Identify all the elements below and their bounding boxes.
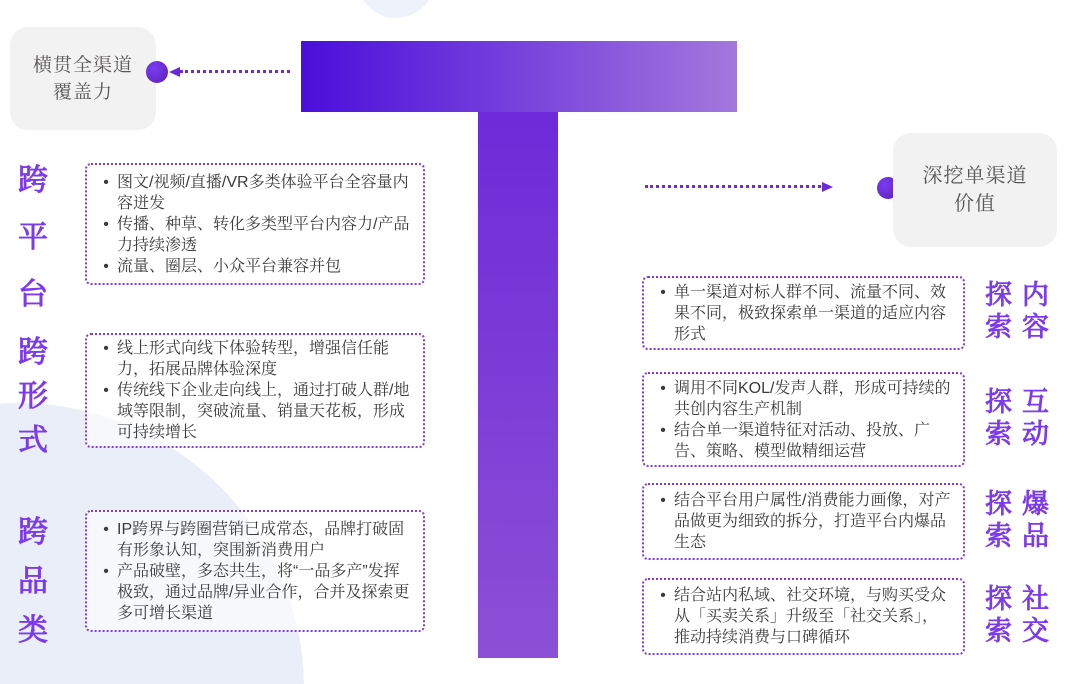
label-char: 爆: [1022, 489, 1049, 519]
bullet-item: [95, 338, 413, 380]
label-char: 索: [985, 312, 1012, 342]
left-callout-line2: 覆盖力: [52, 81, 113, 103]
bullet-item: [95, 214, 413, 256]
label-char: 式: [18, 424, 48, 457]
label-char: 索: [985, 419, 1012, 449]
bullet-text: 流量、圈层、小众平台兼容并包: [117, 257, 342, 275]
label-char: 类: [18, 614, 48, 647]
label-char: 探: [985, 489, 1012, 519]
left-box-cross-category: [85, 510, 425, 632]
left-section-label-cross-category: [16, 518, 50, 646]
label-char: 品: [18, 565, 48, 598]
label-char: 台: [18, 278, 48, 311]
bullet-item: [95, 380, 413, 443]
bullet-icon: [652, 585, 674, 606]
left-box-cross-format: [85, 333, 425, 448]
bullet-item: [652, 282, 953, 345]
bullet-icon: [95, 214, 117, 235]
left-section-label-cross-platform: [16, 166, 50, 310]
t-stem: [478, 112, 558, 658]
right-callout-box: [893, 133, 1057, 247]
label-char: 索: [985, 521, 1012, 551]
left-callout-box: [10, 27, 156, 130]
bullet-text: IP跨界与跨圈营销已成常态，品牌打破固有形象认知，突围新消费用户: [117, 520, 405, 559]
label-char: 平: [18, 221, 48, 254]
right-section-label-explore-content: [985, 281, 1049, 341]
right-callout-line1: 深挖单渠道: [922, 165, 1028, 187]
label-char: 跨: [18, 336, 48, 369]
bullet-text: 线上形式向线下体验转型，增强信任能力，拓展品牌体验深度: [117, 340, 390, 378]
left-arrowhead-icon: [169, 67, 180, 77]
bullet-item: [95, 172, 413, 214]
bullet-text: 图文/视频/直播/VR多类体验平台全容量内容迸发: [117, 173, 409, 212]
label-char: 探: [985, 387, 1012, 417]
bullet-item: [652, 420, 953, 462]
bullet-icon: [95, 256, 117, 277]
label-char: 互: [1022, 387, 1049, 417]
bullet-icon: [652, 420, 674, 441]
right-box-explore-content: [642, 276, 965, 350]
bullet-item: [95, 561, 413, 624]
left-connector-dot: [146, 61, 168, 83]
bullet-item: [652, 585, 953, 648]
right-box-explore-social: [642, 578, 965, 655]
label-char: 交: [1022, 616, 1049, 646]
label-char: 品: [1022, 521, 1049, 551]
label-char: 索: [985, 616, 1012, 646]
bullet-icon: [95, 519, 117, 540]
label-char: 社: [1022, 584, 1049, 614]
bullet-text: 调用不同KOL/发声人群，形成可持续的共创内容生产机制: [674, 379, 951, 418]
bullet-icon: [652, 378, 674, 399]
label-char: 跨: [18, 516, 48, 549]
right-arrowhead-icon: [822, 182, 833, 192]
bullet-item: [95, 519, 413, 561]
bullet-text: 传播、种草、转化多类型平台内容力/产品力持续渗透: [117, 215, 410, 254]
left-box-cross-platform: [85, 163, 425, 285]
label-char: 内: [1022, 280, 1049, 310]
bullet-text: 结合单一渠道特征对活动、投放、广告、策略、模型做精细运营: [674, 421, 931, 460]
bullet-item: [652, 490, 953, 553]
bullet-item: [95, 256, 413, 277]
bullet-icon: [652, 490, 674, 511]
left-section-label-cross-format: [16, 338, 50, 456]
right-callout-line2: 价值: [954, 193, 996, 215]
label-char: 形: [18, 380, 48, 413]
label-char: 容: [1022, 312, 1049, 342]
right-box-explore-interaction: [642, 372, 965, 467]
bullet-text: 产品破壁，多态共生，将“一品多产”发挥极致，通过品牌/异业合作，合并及探索更多可增长渠道: [117, 562, 410, 622]
right-section-label-explore-interaction: [985, 388, 1049, 448]
bullet-icon: [95, 561, 117, 582]
right-box-explore-hit-products: [642, 483, 965, 560]
bullet-text: 单一渠道对标人群不同、流量不同、效果不同，极致探索单一渠道的适应内容形式: [674, 283, 947, 343]
label-char: 探: [985, 280, 1012, 310]
label-char: 探: [985, 584, 1012, 614]
label-char: 动: [1022, 419, 1049, 449]
t-bar: [301, 41, 737, 112]
bullet-icon: [95, 380, 117, 401]
right-section-label-explore-hit-products: [985, 490, 1049, 550]
right-section-label-explore-social: [985, 585, 1049, 645]
bullet-item: [652, 378, 953, 420]
left-callout-line1: 横贯全渠道: [32, 54, 133, 76]
left-dotted-line: [180, 70, 290, 73]
label-char: 跨: [18, 164, 48, 197]
bullet-text: 结合站内私域、社交环境，与购买受众从「买卖关系」升级至「社交关系」，推动持续消费与口碑循环: [674, 587, 947, 646]
bullet-icon: [95, 338, 117, 359]
bullet-text: 结合平台用户属性/消费能力画像，对产品做更为细致的拆分，打造平台内爆品生态: [674, 492, 951, 551]
bullet-icon: [652, 282, 674, 303]
bullet-icon: [95, 172, 117, 193]
right-dotted-line: [645, 185, 821, 188]
bullet-text: 传统线下企业走向线上，通过打破人群/地域等限制，突破流量、销量天花板，形成可持续增长: [117, 382, 410, 441]
